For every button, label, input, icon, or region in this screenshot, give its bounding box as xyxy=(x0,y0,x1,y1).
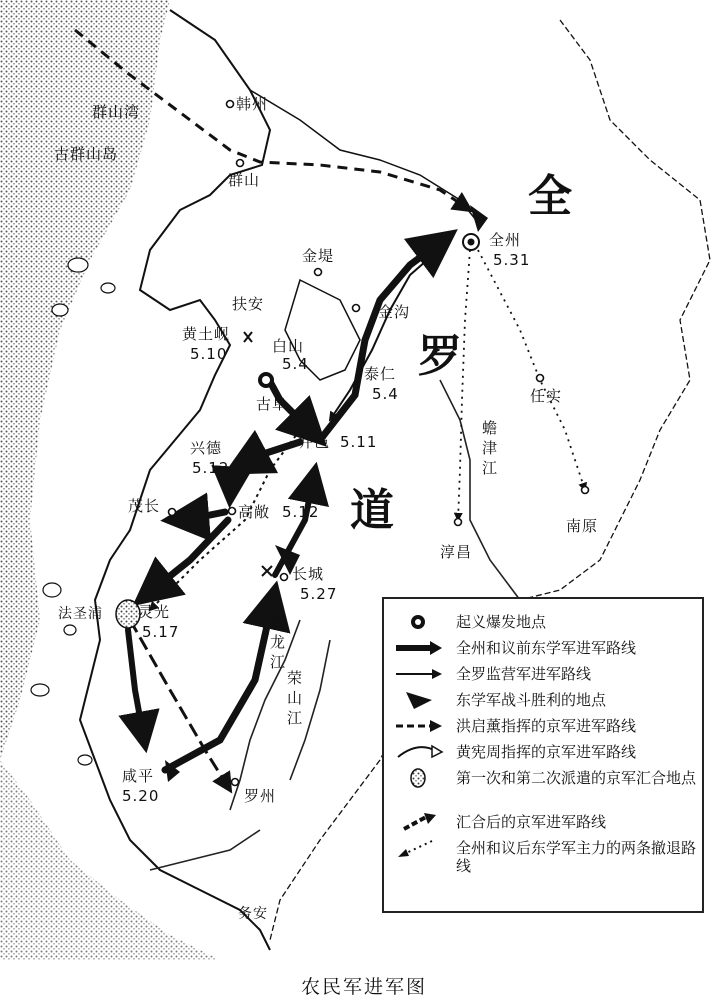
label-gunsan-bay: 群山湾 xyxy=(92,103,141,121)
label-jeongeup-date: 5.11 xyxy=(340,433,378,451)
map-legend xyxy=(382,597,704,913)
label-yeongsan-river: 荣山江 xyxy=(287,669,303,727)
label-baeksan-date: 5.4 xyxy=(282,355,309,373)
uprising-point-icon xyxy=(392,611,444,633)
hollow-arrow-icon xyxy=(392,741,444,763)
label-iksan: 韩州 xyxy=(236,95,269,113)
label-mujang: 茂长 xyxy=(128,497,161,515)
label-hwangtohyeon-date: 5.10 xyxy=(190,345,228,363)
label-jangseong: 长城 xyxy=(292,565,325,583)
uprising-point xyxy=(258,372,274,388)
label-jeonju-date: 5.31 xyxy=(493,251,531,269)
label-jangseong-date: 5.27 xyxy=(300,585,338,603)
map-caption: 农民军进军图 xyxy=(300,976,427,998)
jeonju-capital xyxy=(463,234,479,250)
legend-row-victory xyxy=(392,689,698,711)
region-char-jeon: 全 xyxy=(528,171,572,222)
label-gochang-date: 5.12 xyxy=(282,503,320,521)
label-taein: 泰仁 xyxy=(364,365,397,383)
region-char-do: 道 xyxy=(350,485,394,536)
legend-row-retreat xyxy=(392,837,698,877)
thick-arrow-icon xyxy=(392,637,444,659)
legend-label: 东学军战斗胜利的地点 xyxy=(456,691,607,709)
label-muan: 务安 xyxy=(238,906,268,922)
legend-label: 起义爆发地点 xyxy=(456,613,547,631)
label-jeongeup: 井邑 xyxy=(298,433,331,451)
legend-row-hwang-route xyxy=(392,741,698,763)
label-namwon: 南原 xyxy=(566,517,599,535)
legend-row-jeolla-route xyxy=(392,663,698,685)
label-gimje: 金堤 xyxy=(302,247,335,265)
merge-point xyxy=(116,600,140,628)
north-coast xyxy=(250,90,480,225)
victory-flag-icon xyxy=(392,689,444,711)
label-gochang: 高敞 xyxy=(238,503,271,521)
legend-label: 全州和议后东学军主力的两条撤退路线 xyxy=(456,839,697,875)
legend-label: 第一次和第二次派遣的京军汇合地点 xyxy=(456,769,697,787)
west-coast-shading xyxy=(0,0,223,960)
label-geumgu: 金沟 xyxy=(378,303,411,321)
merge-point-icon xyxy=(392,767,444,789)
legend-label: 全州和议前东学军进军路线 xyxy=(456,639,637,657)
label-hampyeong-date: 5.20 xyxy=(122,787,160,805)
label-gogunsan: 古群山岛 xyxy=(54,145,119,163)
label-seomjin-river: 蟾津江 xyxy=(482,419,498,477)
merged-route-icon xyxy=(392,811,444,833)
label-jeonju: 全州 xyxy=(489,231,522,249)
legend-row-merged-route xyxy=(392,811,698,833)
label-taein-date: 5.4 xyxy=(372,385,399,403)
label-hampyeong: 咸平 xyxy=(122,767,155,785)
thin-arrow-icon xyxy=(392,663,444,685)
dashed-arrow-icon xyxy=(392,715,444,737)
label-gunsan: 群山 xyxy=(228,171,261,189)
label-imsil: 任实 xyxy=(530,387,563,405)
label-buan: 扶安 xyxy=(232,295,265,313)
legend-label: 全罗监营军进军路线 xyxy=(456,665,592,683)
dotted-retreat-icon xyxy=(392,837,444,859)
region-char-ra: 罗 xyxy=(418,331,462,382)
legend-label: 汇合后的京军进军路线 xyxy=(456,813,607,831)
label-heungdeok-date: 5.12 xyxy=(192,459,230,477)
legend-label: 洪启薰指挥的京军进军路线 xyxy=(456,717,637,735)
legend-row-uprising xyxy=(392,611,698,633)
label-beopseongpo: 法圣浦 xyxy=(58,606,103,622)
label-gobu: 古阜 xyxy=(256,395,289,413)
label-heungdeok: 兴德 xyxy=(190,439,223,457)
label-yeonggwang-date: 5.17 xyxy=(142,623,180,641)
legend-label: 黄宪周指挥的京军进军路线 xyxy=(456,743,637,761)
label-hwangtohyeon: 黄土岘 xyxy=(182,325,231,343)
legend-row-hong-route xyxy=(392,715,698,737)
legend-row-merge xyxy=(392,767,698,807)
legend-row-donghak-route xyxy=(392,637,698,659)
retreat-routes xyxy=(458,250,585,520)
label-naju: 罗州 xyxy=(244,787,277,805)
label-yeonggwang: 灵光 xyxy=(138,603,171,621)
label-baeksan: 白山 xyxy=(272,337,305,355)
label-sunchang: 淳昌 xyxy=(440,543,473,561)
label-hwangnyong-river: 黄龙江 xyxy=(270,613,286,671)
